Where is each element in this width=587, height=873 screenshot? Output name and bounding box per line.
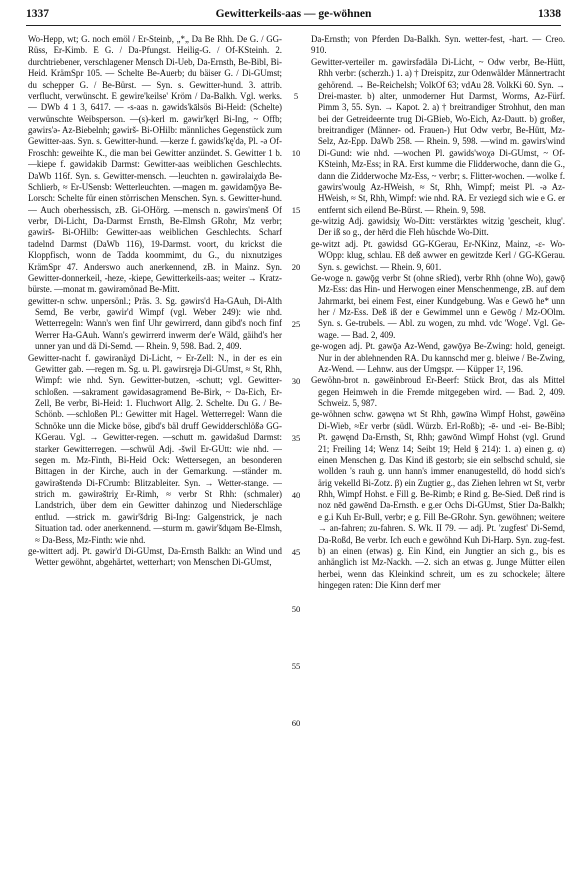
- line-number: 5: [293, 91, 299, 101]
- entry-gewogen: ge-wogen adj. Pt. gəwǭə Az-Wend, gəwǭyə Be-Zwing: hold, geneigt. Nur in der ablehnenden RA. Du kannschd mer g. bleiwe / Be-Zwing, Az-Wend. — Lehnw. aus der Umgspr. — Küpper 1², 196.: [311, 341, 565, 374]
- entry-gewitter-nacht: Gewitter-nacht f. gəwirənäχd Di-Licht, ~ Er-Zell: N., in der es ein Gewitter gab. —regen m. Sg. u. Pl. gəwirsręjə Di-GUmst, ≈ St, Rhh, Wimpf: wie nhd. Syn. Gewitter-butzen, -schutt; vgl. Gewitter-schloßen. —sakrament gəwidəsagrəmend Be-Birk, ~ Da-Eich, Er-Zell, Be verbr, Bi-Heid: 1. Fluchwort Allg. 2. Schelte. Du G. / Be-Schönb. —schloßen Pl.: Gewitter mit Hagel. Wetterregel: Wann die Schnöke unn die Micke böse, gibd's bäl druff Gewidderschlößə GG-KGerau. Vgl. → Gewitter-regen. —schutt m. gəwidəšud Darmst: starker Gewitterregen. —schwül Adj. -šwil Er-GUtt: wie nhd. —segen m. Mz-Finth, Bi-Heid Ock: Wettersegen, an besonderen Bittagen in der Kirche, auch in der Gemarkung. —ständer m. gəwirəštendə Di-FCrumb: Blitzableiter. Syn. → Wetter-stange. —strich m. gəwirəštriχ Er-Rimh, ≈ verbr St Rhh: (schmaler) Landstrich, über dem ein Gewitter dahinzog und Niederschläge entlud. —strick m. gəwir'šdrig Bi-Ing: Galgenstrick, je nach Situation tad. oder anerkennend. —sturm m. gəwir'šdųəm Be-Elmsh, ≈ Da-Bess, Mz-Finth: wie nhd.: [28, 352, 282, 545]
- entry-gewitter-kerl: Wo-Hepp, wt; G. noch emöl / Er-Steinb, „*„ Da Be Rhh. De G. / GG-Rüss, Er-Kimb. E G. / Da-Pfungst. Heilig-G. / Of-KSteinh. 2. durchtriebener, verschlagener Mensch Di-Ueb, Da-Ernsth, Be-Bibl, Bi-Heid. KrämSpr 105. — Schelte Be-Auerb; du bäiser G. / Di-GUmst; du schepper G. / Be-Bürst. — Syn. s. Gewitter-hund. 3. attrib. verflucht, verwünscht. E gewire'keilse' Kröm / Da-Balkh. Vgl. werks. — DWb 4 1 3, 6417. — -s-aas n. gəwids'kālsös Bi-Heid: (Schelte) verwünschte Weibsperson. —(s)-kerl m. gəwir'kęrl Bi-Ing, ~ Offb; gəwirs'ə- Az-Biebelnh; gəwirš- Bi-OHilb: männliches Gegenstück zum Gewitter-aas. Syn. s. Gewitter-hund. —kerze f. gəwids'kę'də, Pl. -ə Of-Froschh: geweihte K., die man bei Gewitter anzündet. S. Gewitter 1 b. —kiepe f. gəwidəkib Darmst: Gewitter-aas weiblichen Geschlechts. DaWb 116f. Syn. s. Gewitter-mensch. —leuchten n. gəwirəlaiχdə Be-Schlierb, ≈ Er-USensb: Wetterleuchten. —magen m. gəwidəmǭyə Be-Lorsch: Schelte für einen störrischen Menschen. Syn. s. Gewitter-hund. — Auch oberhessisch, zB. Gi-OHörg. —mensch n. gəwirs'menš Of verbr, Di-Licht, Da-Darmst Ernsth, Be-Elmsh GRohr, Mz verbr; gəwirš- Bi-OHilb: Gewitter-aas weiblichen Geschlechts. Scharf tadelnd Darmst (DaWb 116), 19-Darmst. voort, du krickst die Kloppfisch, wonn de Tadda koommimt, du G., du nixnutziges KrämSpr 47. Anderswo auch anerkennend, zB. in Mainz. Syn. Gewitter-donnerkeil, -heze, -kiepe, Gewitterkeils-aas; weiter → Kratz-bürste. —monat m. gəwirəmönad Be-Mitt.: [28, 34, 282, 295]
- line-number: 45: [291, 547, 301, 557]
- entry-gewitter-verteiler-cont: Da-Ernsth; von Pferden Da-Balkh. Syn. wetter-fest, -hart. — Creo. 910.: [311, 34, 565, 56]
- header-rule: [26, 25, 561, 26]
- entry-gewoge: Ge-woge n. gəwǭg verbr St (ohne sRied), verbr Rhh (ohne Wo), gəwǭ Mz-Ess: das Hin- und Herwogen einer Menschenmenge, zB. auf dem Jahrmarkt, bei einem Fest, einer Kundgebung. Was e Gewō he* unn her / Mz-Ess. Deß iß der e Gewimmel unn e Gewōg / Mz-OOlm. Syn. s. Ge-trubels. — Abl. zu wogen, zu mhd. vdc 'Woge'. Vgl. Ge-wage. — Bad. 2, 409.: [311, 272, 565, 340]
- running-head: Gewitterkeils-aas — ge-wöhnen: [215, 8, 372, 20]
- line-number: 25: [291, 319, 301, 329]
- entry-gewitter-verteiler: Gewitter-verteiler m. gəwirsfədälə Di-Licht, ~ Odw verbr, Be-Hütt, Rhh verbr: (scherzh.) 1. a) † Dreispitz, zur Odenwälder Männertracht gehörend. → Be-Reichelsh; VolkOf 63; vdAu 28. VolkKi 60. Syn. → Drei-master. b) alter, unmoderner Hut Darmst, Worms, Az-Fürf. Pimm 3, 55. Syn. → Kapot. 2. a) † breitrandiger Strohhut, den man bei der Getreideernte trug Di-GBieb, Wo-Eich, Az-Dautt. b) großer, breitrandiger (Männer- od. Frauen-) Hut Odw verbr, Be-Hütt, Mz-Selz, Az-Epp. DaWb 258. — Rhein. 9, 598. —wind m. gəwirs'wind Di-Gund: wie nhd. —wochen Pl. gəwids'woχə Di-GUmst, ~ Of-KSteinh, Mz-Ess; in RA. Erst kumme die Flidderwoche, dann die G., dann die Zidderwoche Mz-Ess, ~ verbr; s. Flitter-wochen. —wolke f. gəwirs'woulg Az-HWeish, ≈ St, Rhh, Wimpf; meist Pl. -ə Az-HWeish, ≈ St, Rhh, Wimpf: wie nhd. RA. Er veziegd sich wie e G. er entfernt sich eilend Be-Bürst. — Rhein. 9, 598.: [311, 56, 565, 215]
- entry-gewitzt: ge-witzt adj. Pt. gəwidsd GG-KGerau, Er-NKinz, Mainz, -ε- Wo-WOpp: klug, schlau. Eß deß awwer en gewitzde Kerl / GG-KGerau. Syn. s. gewichst. — Rhein. 9, 601.: [311, 238, 565, 272]
- entry-gewitzig: ge-witzig Adj. gəwidsiχ Wo-Ditt: verstärktes witzig 'gescheit, klug'. Der iß so g., der hērd die Fleh hüschde Wo-Ditt.: [311, 216, 565, 238]
- line-number-gutter: [283, 34, 309, 864]
- entry-gewittert: ge-wittert adj. Pt. gəwir'd Di-GUmst, Da-Ernsth Balkh: an Wind und Wetter gewöhnt, abgehärtet, wetterhart; von Menschen Di-GUmst,: [28, 545, 282, 568]
- line-number: 30: [291, 376, 301, 386]
- left-column: [28, 34, 282, 864]
- entry-gewoehnen: ge-wöhnen schw. gəwęnə wt St Rhh, gəwīnə Wimpf Hohst, gəwēinə Di-Wieb, ≈Er verbr (südl. Würzb. Erl-Roßb); -ē- und -ei- Be-Bibl; Pt. gəwęnd Da-Ernsth, St, Rhh; gəwōnd Wimpf Hohst (vgl. Grund 21; Freiling 14; Wenz 14; Seibt 19; Held § 214): 1. a) einen g. α) einen Menschen g. Das Kind iß gestorb; sie ein selbschd schuld, sie wollden 's rauh g. unn hann's immer enanugestelld, dö hodd sich's ärig vekelld Bi-Zotz. β) ein Zugtier g., das Ziehen lehren wt St, verbr Rhh, Wimpf Hohst. e Fill g. Be-Rimb; e Rind g. Be-Sied. Deß rind is noz nēd gəwēnd Da-Ernsth. e g.er Ochs Di-GUmst, Stier Da-Balkh; e g.i Kuh Er-Bull, verbr; e g. Fill Be-GRohr. Syn. gewöhnen; weitere → an-fahren; zu-fahren. S. Wk. II 79. — adj. Pt. 'zugfest' Di-Semd, Da-Roßd, Be verbr. Ich euch e gewöhnd Kuh Di-Harp. Syn. zug-fest. b) an einen (etwas) g. Ein Kind, ein Jungtier an sich g., bis es anhänglich ist Mz-Nackh. —2. sich an etwas g. Junge Mütter eilen herbei, wenn das Kleinkind schreit, um es zu schockele; ältere hingegen raten: Die Kinn derf mer: [311, 409, 565, 590]
- right-column: [311, 34, 565, 864]
- line-number: 50: [291, 604, 301, 614]
- line-number: 20: [291, 262, 301, 272]
- running-header: [26, 8, 561, 24]
- line-number: 55: [291, 661, 301, 671]
- entry-gewoehn-brot: Gewöhn-brot n. gəwēinbroud Er-Beerf: Stück Brot, das als Mittel gegen Heimweh in die Fremde mitgegeben wird. — Bad. 2, 409. Schweiz. 5, 987.: [311, 375, 565, 408]
- page-number-left: 1337: [26, 8, 49, 20]
- line-number: 60: [291, 718, 301, 728]
- page-number-right: 1338: [538, 8, 561, 20]
- line-number: 35: [291, 433, 301, 443]
- entry-gewittern: gewitter-n schw. unpersönl.; Präs. 3. Sg. gəwirs'd Ha-GAuh, Di-Alth Semd, Be verbr, gəwir'd Wimpf (vgl. Weber 249): wie nhd. Wetterregeln: Wann's wen finf Uhr gewirrerd, dann gibd's noch finf Werrer Ha-GAuh. Wann's gewirrerd inwerm der'e Wäld, gäihd's her unner yan und dä Di-Semd. — Rhein. 9, 598. Bad. 2, 409.: [28, 295, 282, 352]
- line-number: 15: [291, 205, 301, 215]
- line-number: 40: [291, 490, 301, 500]
- line-number: 10: [291, 148, 301, 158]
